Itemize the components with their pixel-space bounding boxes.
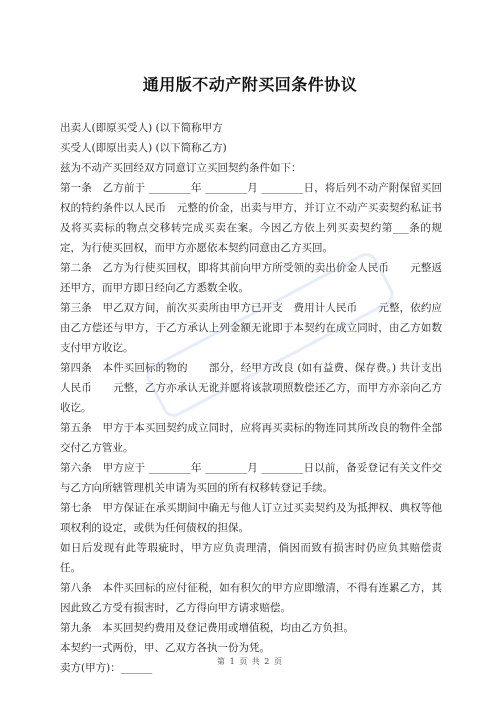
paragraph-article-9: 第九条 本买回契约费用及登记费用或增值税，均由乙方负担。 (60, 622, 354, 634)
paragraph-buyer: 买受人(即原出卖人) (以下简称乙方) (60, 142, 227, 154)
paragraph-article-7-note: 如日后发现有此等瑕疵时，甲方应负责理清，倘因而致有损害时仍应负其赔偿责任。 (60, 542, 442, 574)
paragraph-article-1: 第一条 乙方前于 ________年 ________月 ________日，将后列不动产附保留买回权的特约条件以人民币 元整的价金，出卖与甲方，并订立不动产买卖契约私证书及将买卖标的物点交移转完成买卖在案。今因乙方依上列买卖契约第___条的规定，为行使买回权，而甲方亦愿依本契约同意由乙方买回。 (60, 182, 442, 254)
paragraph-article-7: 第七条 甲方保证在承买期间中确无与他人订立过买卖契约及为抵押权、典权等他项权利的设定，或供为任何债权的担保。 (60, 502, 442, 534)
paragraph-intro: 兹为不动产买回经双方同意订立买回契约条件如下： (60, 162, 302, 174)
paragraph-article-4: 第四条 本件买回标的物的 部分，经甲方改良 (如有益费、保存费。) 共计支出人民币 元整，乙方亦承认无讹并愿将该款项照数偿还乙方，而甲方亦亲向乙方收讫。 (60, 362, 442, 414)
paragraph-seller: 出卖人(即原买受人) (以下简称甲方 (60, 122, 223, 134)
document-body (60, 118, 442, 678)
page-footer: 第 1 页 共 2 页 (217, 657, 283, 666)
paragraph-article-8: 第八条 本件买回标的应付征税，如有积欠的甲方应即缴清，不得有连累乙方，其因此致乙方受有损害时，乙方得向甲方请求赔偿。 (60, 582, 442, 614)
document-title: 通用版不动产附买回条件协议 (142, 75, 358, 94)
paragraph-copies: 本契约一式两份，甲、乙双方各执一份为凭。 (60, 642, 270, 654)
paragraph-article-5: 第五条 甲方于本买回契约成立同时，应将再买卖标的物连同其所改良的物件全部交付乙方管业。 (60, 422, 442, 454)
paragraph-article-2: 第二条 乙方为行使买回权，即将其前向甲方所受领的卖出价金人民币 元整返还甲方，而甲方即日经向乙方悉数全收。 (60, 262, 442, 294)
paragraph-article-3: 第三条 甲乙双方间，前次买卖所由甲方已开支 费用计人民币 元整，依约应由乙方偿还与甲方，于乙方承认上列金额无讹即于本契约在成立同时，由乙方如数支付甲方收讫。 (60, 302, 442, 354)
paragraph-seller-signature: 卖方(甲方)：______ (60, 662, 153, 674)
paragraph-article-6: 第六条 甲方应于 ________年 ________月 ________日以前，备妥登记有关文件交与乙方向所辖管理机关申请为买回的所有权移转登记手续。 (60, 462, 442, 494)
